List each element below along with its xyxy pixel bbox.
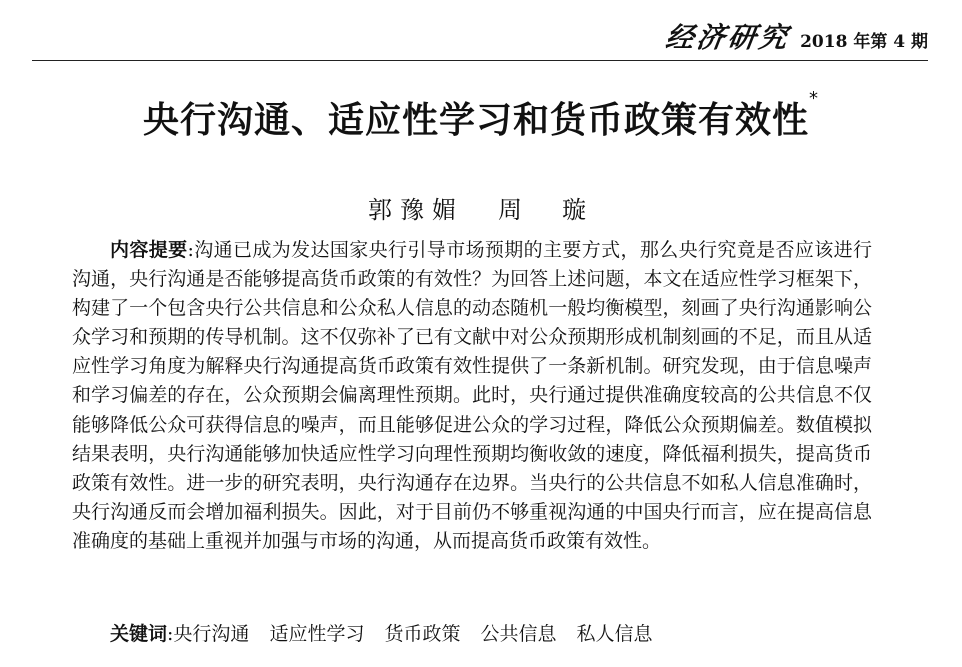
journal-masthead xyxy=(663,16,928,56)
keyword-item: 适应性学习 xyxy=(269,623,365,645)
author-1: 郭豫媚 xyxy=(368,196,464,224)
journal-name-logo: 经济研究 xyxy=(663,21,793,54)
keyword-item: 货币政策 xyxy=(384,623,461,645)
journal-header xyxy=(32,22,928,61)
author-list xyxy=(0,190,962,225)
abstract-label: 内容提要 xyxy=(110,239,188,261)
keywords xyxy=(72,620,872,649)
keyword-item: 私人信息 xyxy=(576,623,653,645)
keyword-item: 央行沟通 xyxy=(173,623,250,645)
keyword-item: 公共信息 xyxy=(480,623,557,645)
keywords-colon: : xyxy=(167,623,174,645)
abstract-colon: : xyxy=(187,239,194,261)
keywords-label: 关键词 xyxy=(110,623,168,645)
abstract-text: 沟通已成为发达国家央行引导市场预期的主要方式，那么央行究竟是否应该进行沟通，央行沟通是否能够提高货币政策的有效性？为回答上述问题，本文在适应性学习框架下，构建了一个包含央行公共信息和公众私人信息的动态随机一般均衡模型，刻画了央行沟通影响公众学习和预期的传导机制。这不仅弥补了已有文献中对公众预期形成机制刻画的不足，而且从适应性学习角度为解释央行沟通提高货币政策有效性提供了一条新机制。研究发现，由于信息噪声和学习偏差的存在，公众预期会偏离理性预期。此时，央行通过提供准确度较高的公共信息不仅能够降低公众可获得信息的噪声，而且能够促进公众的学习过程，降低公众预期偏差。数值模拟结果表明，央行沟通能够加快适应性学习向理性预期均衡收敛的速度，降低福利损失，提高货币政策有效性。进一步的研究表明，央行沟通存在边界。当央行的公共信息不如私人信息准确时，央行沟通反而会增加福利损失。因此，对于目前仍不够重视沟通的中国央行而言，应在提高信息准确度的基础上重视并加强与市场的沟通，从而提高货币政策有效性。 xyxy=(72,239,872,552)
title-footnote-mark: * xyxy=(809,88,819,109)
author-2: 周 璇 xyxy=(498,196,594,224)
abstract xyxy=(72,236,872,556)
article-title xyxy=(0,88,962,143)
article-title-text: 央行沟通、适应性学习和货币政策有效性 xyxy=(142,100,809,141)
issue-number: 2018 年第 4 期 xyxy=(800,32,928,52)
abstract-paragraph xyxy=(72,236,872,556)
